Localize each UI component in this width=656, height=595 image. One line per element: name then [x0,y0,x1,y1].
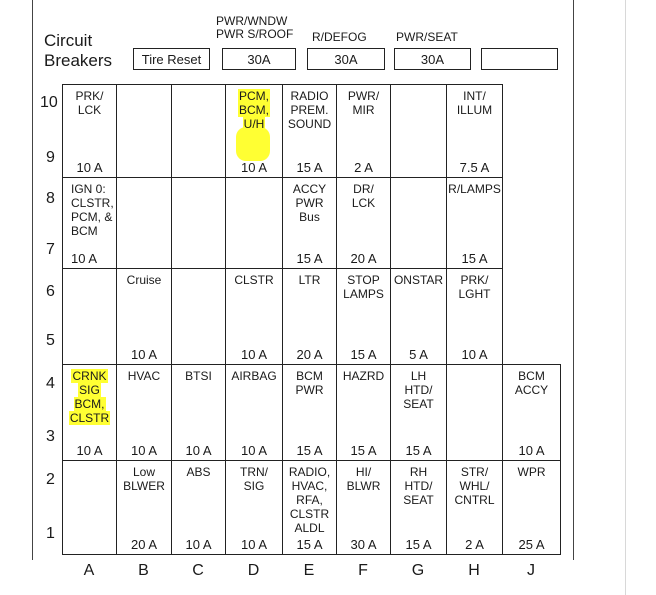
fuse-label: PRK/ LCK [75,89,104,117]
fuse-f-0 [336,84,391,178]
fuse-label: IGN 0: CLSTR, PCM, & BCM [71,182,114,238]
fuse-label: RH HTD/ SEAT [403,465,434,507]
fuse-amperage: 10 A [71,251,98,266]
highlighted-text: PCM, BCM, U/H [239,89,269,131]
column-letter-e: E [303,562,315,579]
fuse-d-1 [225,177,283,269]
fuse-a-0 [62,84,117,178]
row-number-9: 9 [46,149,55,166]
fuse-label: LH HTD/ SEAT [403,369,434,411]
breaker-pwr-seat: 30A [394,48,471,70]
breaker-label-pwr-wndw: PWR/WNDW PWR S/ROOF [216,14,294,41]
fuse-c-0 [171,84,226,178]
fuse-amperage: 2 A [354,160,373,175]
row-number-8: 8 [46,190,55,207]
fuse-amperage: 15 A [350,347,377,362]
fuse-amperage: 20 A [350,251,377,266]
fuse-label: Low BLWER [123,465,165,493]
fuse-amperage: 10 A [185,537,212,552]
fuse-label: HVAC [127,369,161,383]
fuse-a-4 [62,460,117,555]
column-letter-d: D [247,562,260,579]
fuse-a-2 [62,268,117,365]
circuit-breakers-title-line2: Breakers [44,51,113,70]
fuse-amperage: 7.5 A [459,160,490,175]
fuse-e-3 [282,364,337,461]
fuse-amperage: 10 A [240,347,268,362]
column-letter-j: J [527,562,535,579]
fuse-label: INT/ ILLUM [456,89,493,117]
fuse-amperage: 10 A [130,443,158,458]
fuse-a-3 [62,364,117,461]
fuse-label: RADIO PREM. SOUND [287,89,332,131]
fuse-label: BCM PWR [295,369,324,397]
fuse-g-3 [390,364,447,461]
row-number-1: 1 [46,525,55,542]
fuse-f-3 [336,364,391,461]
fuse-b-3 [116,364,172,461]
fuse-j-4 [502,460,561,555]
fuse-amperage: 20 A [296,347,323,362]
fuse-amperage: 10 A [76,443,103,458]
fuse-label: ABS [186,465,211,479]
fuse-d-0 [225,84,283,178]
fuse-c-3 [171,364,226,461]
highlighted-text: CRNK SIG BCM, CLSTR [69,369,110,425]
fuse-e-1 [282,177,337,269]
fuse-label: RADIO, HVAC, RFA, CLSTR ALDL [288,465,331,535]
fuse-g-2 [390,268,447,365]
fuse-g-1 [390,177,447,269]
fuse-amperage: 15 A [296,251,323,266]
fuse-label: WPR [517,465,546,479]
fuse-h-2 [446,268,503,365]
fuse-amperage: 10 A [76,160,103,175]
fuse-label: STOP LAMPS [343,273,384,301]
circuit-breakers-title-line1: Circuit [44,31,93,50]
page-edge-line [625,0,626,595]
row-number-4: 4 [46,375,55,392]
fuse-b-4 [116,460,172,555]
row-number-6: 6 [46,283,55,300]
breaker-tire-reset: Tire Reset [133,48,210,70]
fuse-d-4 [225,460,283,555]
fuse-h-0 [446,84,503,178]
row-number-7: 7 [46,241,55,258]
fuse-f-4 [336,460,391,555]
fuse-amperage: 25 A [518,537,545,552]
fuse-label: PRK/ LGHT [458,273,491,301]
column-letter-h: H [468,562,480,579]
breaker-label-r-defog: R/DEFOG [312,30,367,44]
fuse-amperage: 10 A [240,443,268,458]
fuse-b-2 [116,268,172,365]
fuse-amperage: 15 A [405,537,432,552]
fuse-label: BTSI [185,369,212,383]
fuse-amperage: 15 A [461,251,488,266]
fuse-amperage: 15 A [296,443,323,458]
fuse-c-1 [171,177,226,269]
breaker-r-defog: 30A [307,48,385,70]
fuse-amperage: 15 A [350,443,377,458]
fuse-amperage: 30 A [350,537,377,552]
fuse-f-1 [336,177,391,269]
fuse-amperage: 10 A [518,443,545,458]
fuse-g-4 [390,460,447,555]
fuse-e-0 [282,84,337,178]
fuse-label: HAZRD [342,369,385,383]
fuse-label: ONSTAR [393,273,444,287]
fuse-c-4 [171,460,226,555]
fuse-label [226,89,282,131]
fuse-label: DR/ LCK [351,182,376,210]
row-number-3: 3 [46,428,55,445]
fuse-c-2 [171,268,226,365]
fuse-amperage: 20 A [130,537,158,552]
fuse-label: AIRBAG [231,369,277,383]
fuse-label [63,369,116,425]
fuse-amperage: 15 A [296,160,323,175]
fuse-label: HI/ BLWR [346,465,381,493]
column-letter-a: A [83,562,95,579]
fuse-amperage: 2 A [465,537,484,552]
fuse-h-3 [446,364,503,461]
fuse-label: PWR/ MIR [347,89,380,117]
fuse-amperage: 10 A [240,160,268,175]
column-letter-f: F [358,562,368,579]
fuse-amperage: 10 A [185,443,212,458]
fuse-label: R/LAMPS [448,182,501,196]
breaker-pwr-wndw: 30A [222,48,296,70]
fuse-g-0 [390,84,447,178]
fuse-label: CLSTR [234,273,274,287]
fuse-f-2 [336,268,391,365]
fuse-amperage: 10 A [461,347,488,362]
fuse-amperage: 15 A [405,443,432,458]
fuse-amperage: 15 A [296,537,323,552]
fuse-j-3 [502,364,561,461]
fuse-d-2 [225,268,283,365]
fuse-b-1 [116,177,172,269]
fuse-label: BCM ACCY [514,369,549,397]
fuse-h-4 [446,460,503,555]
row-number-5: 5 [46,332,55,349]
fuse-amperage: 10 A [130,347,158,362]
row-number-10: 10 [40,94,58,111]
column-letter-g: G [411,562,425,579]
fuse-label: Cruise [126,273,162,287]
fuse-e-2 [282,268,337,365]
fuse-d-3 [225,364,283,461]
breaker-label-pwr-seat: PWR/SEAT [396,30,458,44]
fuse-b-0 [116,84,172,178]
fuse-h-1 [446,177,503,269]
column-letter-b: B [138,562,149,579]
fuse-amperage: 5 A [409,347,428,362]
fuse-label: ACCY PWR Bus [292,182,327,224]
breaker-empty [481,48,558,70]
fuse-a-1 [62,177,117,269]
fuse-label: LTR [298,273,321,287]
row-number-2: 2 [46,471,55,488]
fuse-label: STR/ WHL/ CNTRL [454,465,495,507]
column-letter-c: C [192,562,204,579]
fuse-amperage: 10 A [240,537,268,552]
fuse-label: TRN/ SIG [240,465,268,493]
fuse-e-4 [282,460,337,555]
